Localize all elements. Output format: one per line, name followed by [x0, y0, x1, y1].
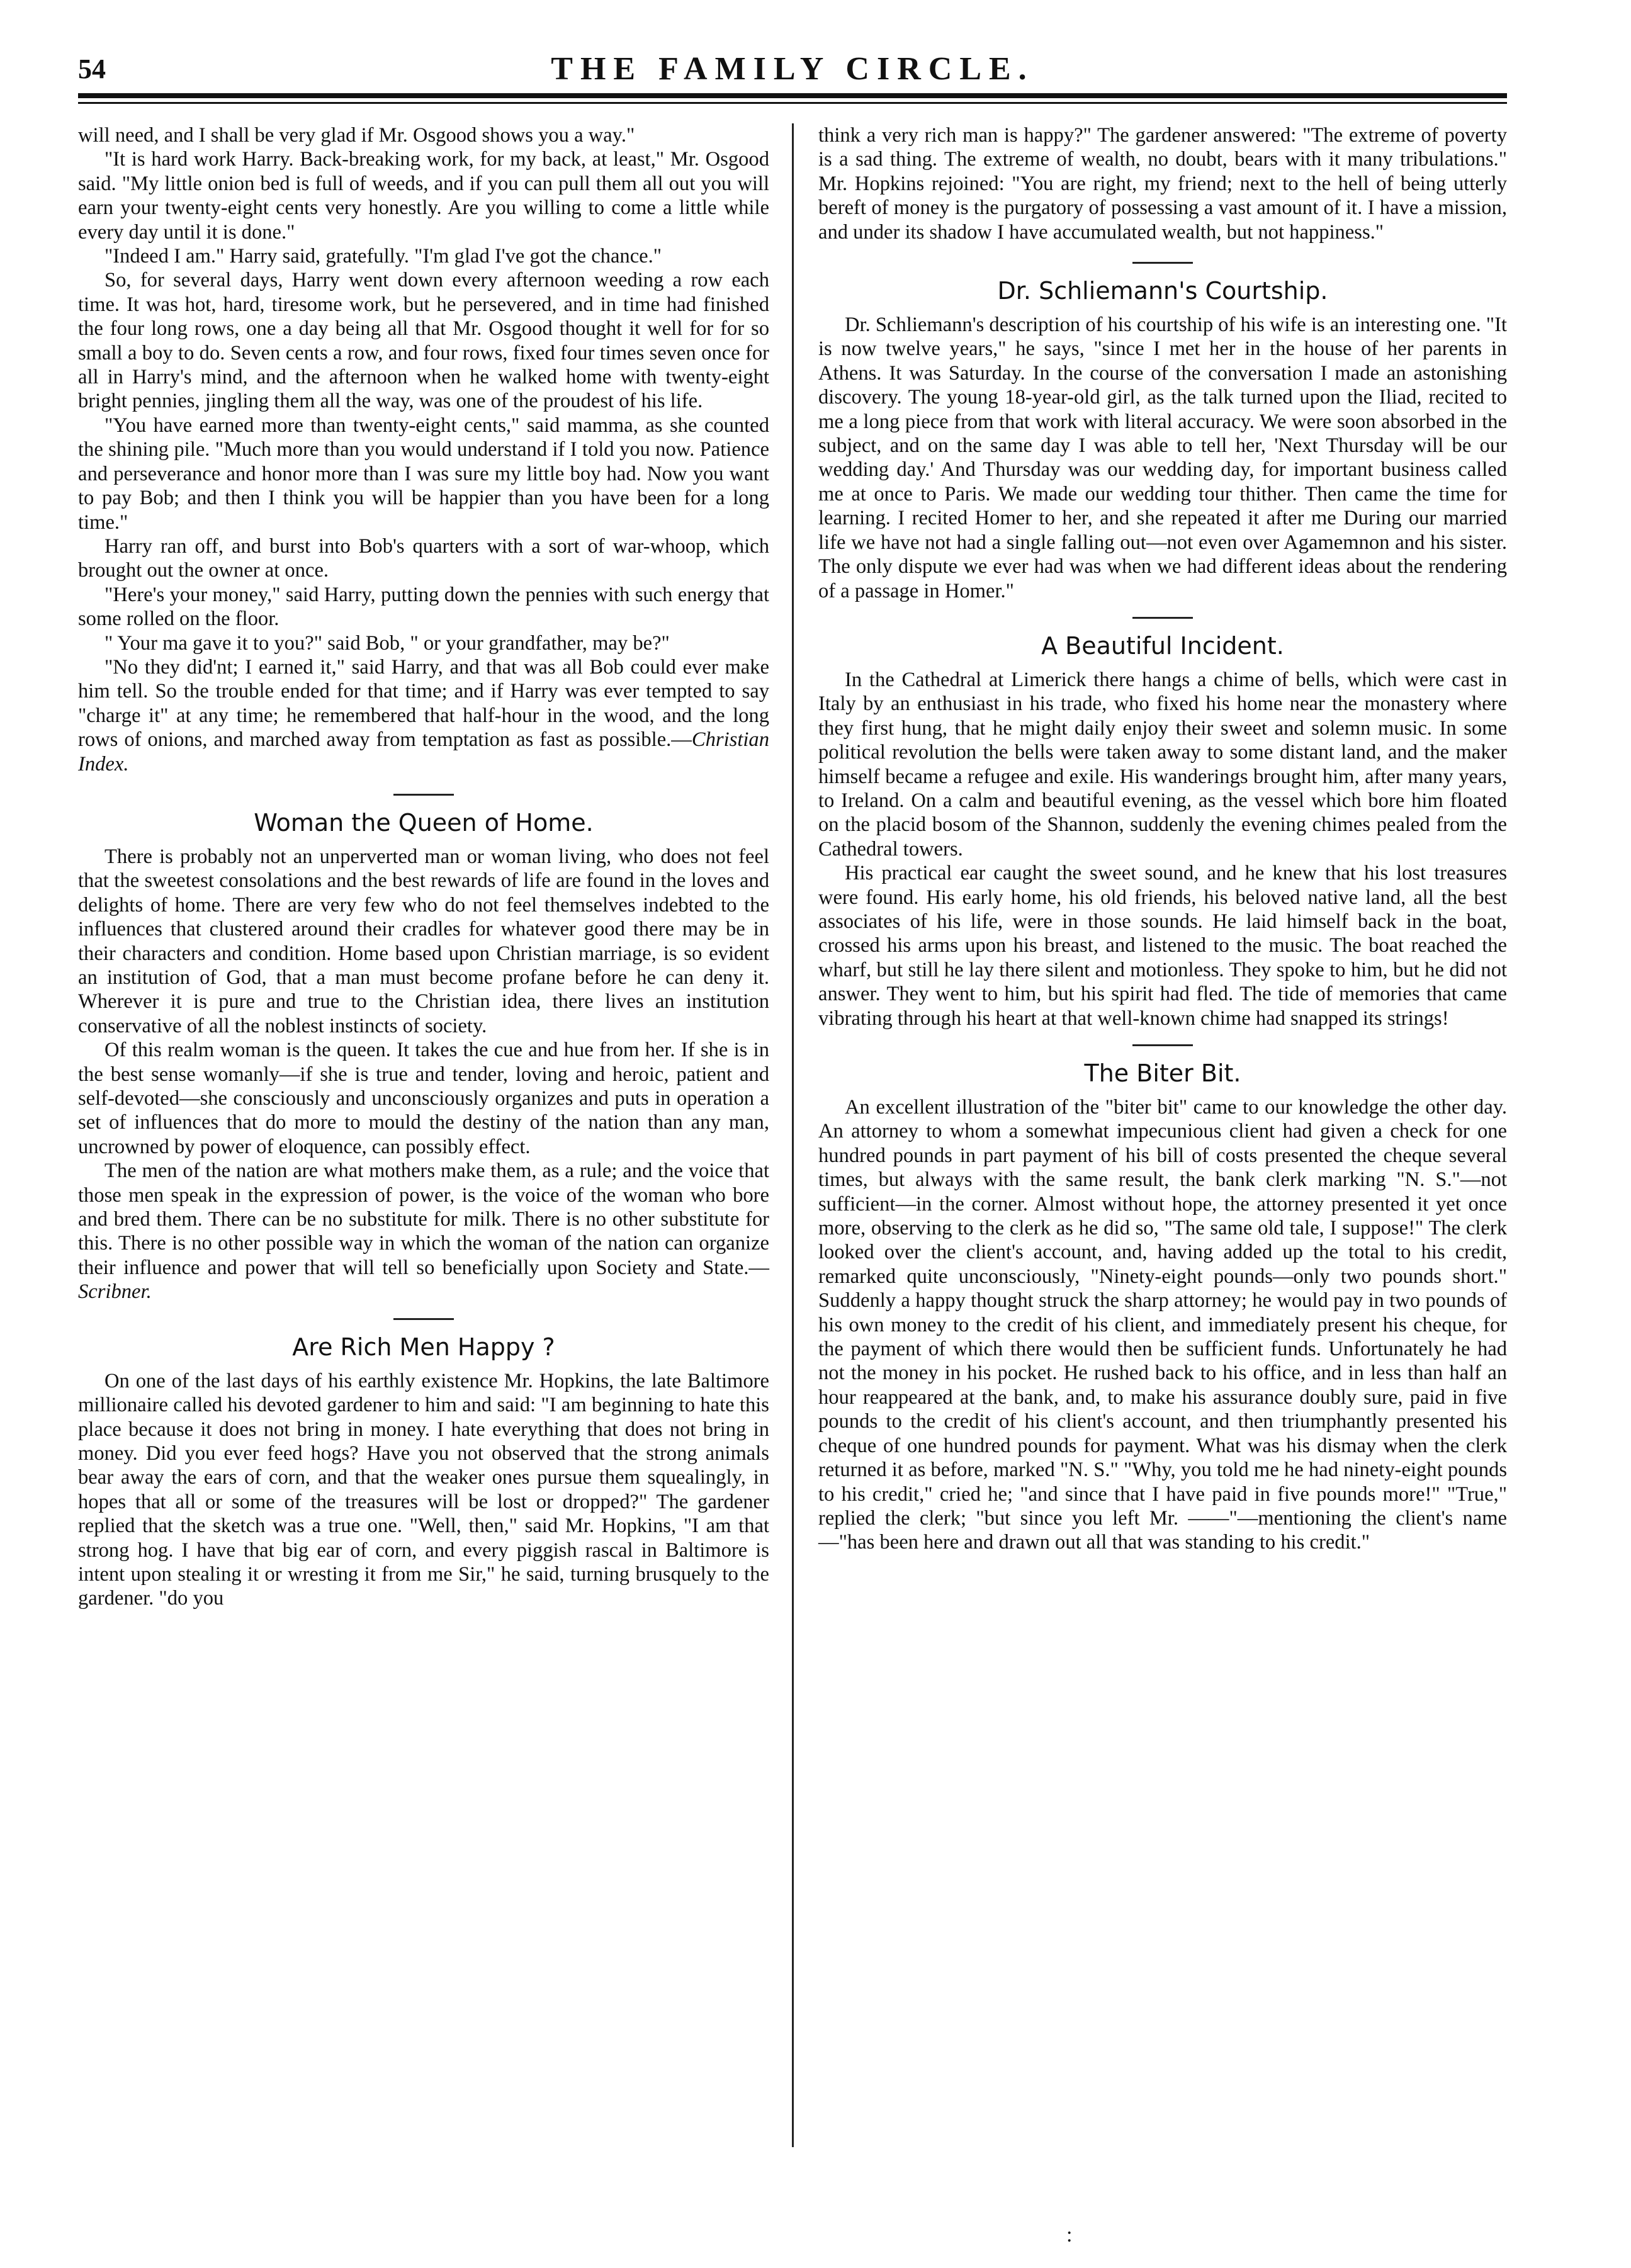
left-column: [78, 123, 769, 1611]
section-divider: [1132, 617, 1193, 619]
article-heading: Woman the Queen of Home.: [254, 808, 594, 837]
article-paragraph: "Indeed I am." Harry said, gratefully. "I'm glad I've got the chance.": [104, 245, 662, 268]
article-heading: Dr. Schliemann's Courtship.: [997, 277, 1328, 305]
article-paragraph: "You have earned more than twenty-eight cents," said mamma, as she counted the shining pile. "Much more than you would understand if I told you now. Patience and perseverance and honor more than I was sure my little boy had. Now you want to pay Bob; and then I think you will be happier than you have been for a long time.": [78, 414, 769, 534]
article-paragraph: will need, and I shall be very glad if Mr. Osgood shows you a way.": [78, 124, 635, 147]
source-attribution: Scribner.: [78, 1280, 152, 1304]
footer-mark: :: [1066, 2223, 1073, 2247]
source-attribution: Christian Index.: [78, 728, 769, 776]
paragraph-text: "No they did'nt; I earned it," said Harry, and that was all Bob could ever make him tell. So the trouble ended for that time; and if Harry was ever tempted to say "charge it" at any time; he remembered that half-hour in the wood, and the long rows of onions, and marched away from temptation as fast as possible.—: [78, 655, 769, 752]
article-paragraph: So, for several days, Harry went down every afternoon weeding a row each time. It was hot, hard, tiresome work, but he persevered, and in time had finished the four long rows, one a day being all that Mr. Osgood thought it well for for so small a boy to do. Seven cents a row, and four rows, fixed four times seven once for all in Harry's mind, and the afternoon when he walked home with twenty-eight bright pennies, jingling them all the way, was one of the proudest of his life.: [78, 269, 769, 413]
article-paragraph: think a very rich man is happy?" The gardener answered: "The extreme of poverty is a sad thing. The extreme of wealth, no doubt, bears with it many tribulations." Mr. Hopkins rejoined: "You are right, my friend; next to the hell of being utterly bereft of money is the purgatory of possessing a vast amount of it. I have a mission, and under its shadow I have accumulated wealth, but not happiness.": [818, 124, 1507, 244]
article-paragraph: " Your ma gave it to you?" said Bob, " or your grandfather, may be?": [104, 631, 670, 655]
section-divider: [1132, 262, 1193, 264]
article-paragraph-with-source: [78, 655, 769, 776]
article-paragraph: "It is hard work Harry. Back-breaking work, for my back, at least," Mr. Osgood said. "My little onion bed is full of weeds, and if you can pull them all out you will earn your twenty-eight cents very honestly. Are you willing to come a little while every day until it is done.": [78, 148, 769, 244]
article-paragraph: In the Cathedral at Limerick there hangs a chime of bells, which were cast in Italy by an enthusiast in his trade, who fixed his home near the monastery where they first hung, that he might daily enjoy their sweet and solemn music. In some political revolution the bells were taken away to some distant land, and the maker himself became a refugee and exile. His wanderings brought him, after many years, to Ireland. On a calm and beautiful evening, as the vessel which bore him floated on the placid bosom of the Shannon, suddenly the evening chimes pealed from the Cathedral towers.: [818, 668, 1507, 860]
article-heading: Are Rich Men Happy ?: [292, 1333, 555, 1361]
article-heading: The Biter Bit.: [1084, 1059, 1241, 1087]
article-paragraph-with-source: [78, 1159, 769, 1304]
article-paragraph: On one of the last days of his earthly existence Mr. Hopkins, the late Baltimore millionaire called his devoted gardener to him and said: "I am beginning to hate this place because it does not bring in money. I hate everything that does not bring in money. Did you ever feed hogs? Have you not observed that the strong animals bear away the ears of corn, and that the weaker ones pursue them squealingly, in hopes that all or some of the treasures will be lost or dropped?" The gardener replied that the sketch was a true one. "Well, then," said Mr. Hopkins, "I am that strong hog. I have that big ear of corn, and every piggish rascal in Baltimore is intent upon stealing it or wresting it from me Sir," he said, turning brusquely to the gardener. "do you: [78, 1369, 769, 1610]
article-paragraph: There is probably not an unperverted man or woman living, who does not feel that the sweetest consolations and the best rewards of life are found in the loves and delights of home. There are very few who do not feel themselves indebted to the influences that clustered around their cradles for whatever good there may be in their characters and condition. Home based upon Christian marriage, is so evident an institution of God, that a man must become profane before he can deny it. Wherever it is pure and true to the Christian idea, there lives an institution conservative of all the noblest instincts of society.: [78, 845, 769, 1037]
article-heading: A Beautiful Incident.: [1041, 631, 1284, 660]
paragraph-text: The men of the nation are what mothers make them, as a rule; and the voice that those men speak in the expression of power, is the voice of the woman who bore and bred them. There can be no substitute for milk. There is no other substitute for this. There is no other possible way in which the woman of the nation can organize their influence and power that will tell so beneficially upon Society and State.—: [78, 1159, 769, 1279]
article-paragraph: An excellent illustration of the "biter bit" came to our knowledge the other day. An attorney to whom a somewhat impecunious client had given a check for one hundred pounds in part payment of his bill of costs presented the cheque several times, but always with the same result, the bank clerk marking "N. S."—not sufficient—in the corner. Almost without hope, the attorney presented it yet once more, observing to the clerk as he did so, "The same old tale, I suppose!" The clerk looked over the client's account, and, having added up the total to his credit, remarked quite unconsciously, "Ninety-eight pounds—only two pounds short." Suddenly a happy thought struck the sharp attorney; he would pay in two pounds of his own money to the credit of his client, and immediately present his cheque, for the payment of which there would then be sufficient funds. Unfortunately he had not the money in his pocket. He rushed back to his office, and in less than half an hour reappeared at the bank, and, to make his assurance doubly sure, paid in five pounds to the credit of his client's account, and then triumphantly presented his cheque of one hundred pounds for payment. What was his dismay when the clerk returned it as before, marked "N. S." "Why, you told me he had ninety-eight pounds to his credit," cried he; "and since that I have paid in five pounds more!" "True," replied the clerk; "but since you left Mr. ——"—mentioning the client's name—"has been here and drawn out all that was standing to his credit.": [818, 1096, 1507, 1554]
header-rule-thin: [78, 102, 1507, 104]
page-number: 54: [78, 54, 106, 84]
article-paragraph: Harry ran off, and burst into Bob's quarters with a sort of war-whoop, which brought out the owner at once.: [78, 534, 769, 582]
article-paragraph: His practical ear caught the sweet sound, and he knew that his lost treasures were found. His early home, his old friends, his beloved native land, all the best associates of his life, were in those sounds. He laid himself back in the boat, crossed his arms upon his breast, and listened to the music. The boat reached the wharf, but still he lay there silent and motionless. They spoke to him, but he did not answer. They went to him, but his spirit had fled. The tide of memories that came vibrating through his heart at that well-known chime had snapped its strings!: [818, 862, 1507, 1030]
section-divider: [393, 794, 454, 796]
right-column: [818, 123, 1507, 1555]
section-divider: [1132, 1044, 1193, 1046]
article-paragraph: Dr. Schliemann's description of his courtship of his wife is an interesting one. "It is now twelve years," he says, "since I met her in the house of her parents in Athens. It was Saturday. In the course of the conversation I made an astonishing discovery. The young 18-year-old girl, as the talk turned upon the Iliad, recited to me a long piece from that work with literal accuracy. We were soon absorbed in the subject, and on the same day I was able to tell her, 'Next Thursday will be our wedding day.' And Thursday was our wedding day, for important business called me at once to Paris. We made our wedding tour thither. Then came the time for learning. I recited Homer to her, and she repeated it after me During our married life we have not had a single falling out—not even over Agamemnon and his sister. The only dispute we ever had was when we had different ideas about the rendering of a passage in Homer.": [818, 313, 1507, 602]
article-paragraph: Of this realm woman is the queen. It takes the cue and hue from her. If she is in the best sense womanly—if she is true and tender, loving and heroic, patient and self-devoted—she consciously and unconsciously organizes and puts in operation a set of influences that do more to mould the destiny of the nation than any man, uncrowned by power of eloquence, can possibly effect.: [78, 1039, 769, 1158]
column-divider: [792, 123, 794, 2147]
section-divider: [393, 1318, 454, 1320]
publication-title: THE FAMILY CIRCLE.: [551, 51, 1034, 87]
article-paragraph: "Here's your money," said Harry, putting down the pennies with such energy that some rolled on the floor.: [78, 583, 769, 631]
header-rule-thick: [78, 93, 1507, 98]
